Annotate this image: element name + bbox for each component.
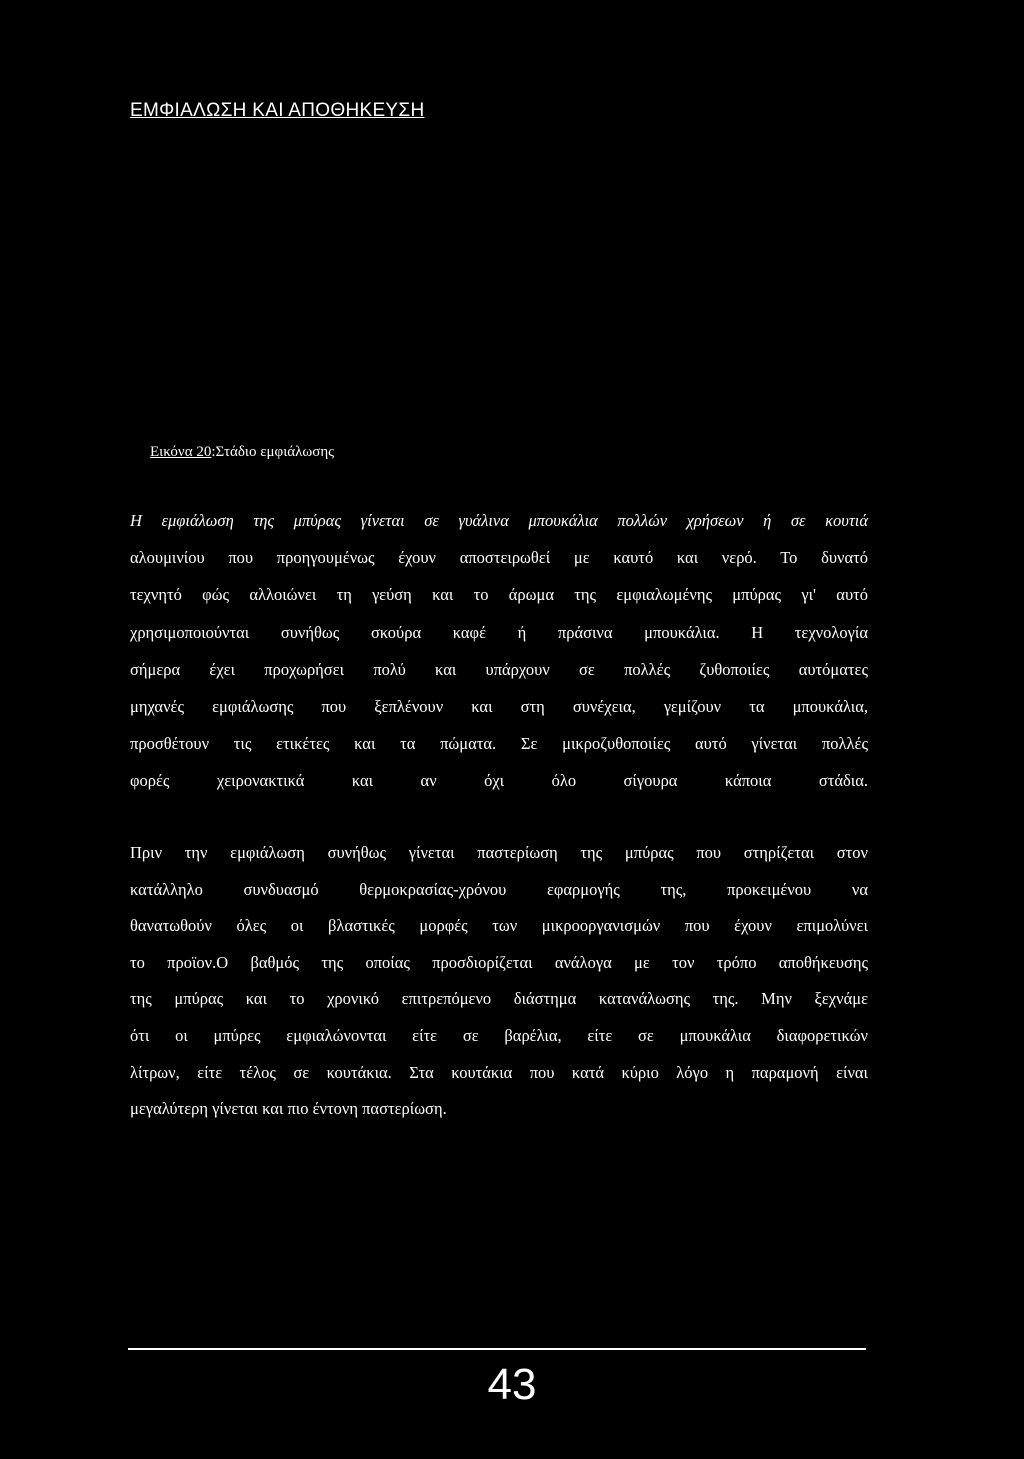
paragraph-line: κατάλληλο συνδυασμό θερμοκρασίας-χρόνου εφαρμογής της, προκειμένου να bbox=[130, 879, 868, 899]
paragraph-line: τεχνητό φώς αλλοιώνει τη γεύση και το άρωμα της εμφιαλωμένης μπύρας γι' αυτό bbox=[130, 585, 868, 605]
paragraph-line: θανατωθούν όλες οι βλαστικές μορφές των μικροοργανισμών που έχουν επιμολύνει bbox=[130, 916, 868, 936]
footer-divider bbox=[128, 1348, 866, 1350]
paragraph-line: χρησιμοποιούνται συνήθως σκούρα καφέ ή πράσινα μπουκάλια. Η τεχνολογία bbox=[130, 622, 868, 642]
figure-caption-label: Εικόνα 20 bbox=[150, 444, 212, 460]
paragraph-line: αλουμινίου που προηγουμένως έχουν αποστειρωθεί με καυτό και νερό. Το δυνατό bbox=[130, 548, 868, 568]
paragraph-line: προσθέτουν τις ετικέτες και τα πώματα. Σε μικροζυθοποιίες αυτό γίνεται πολλές bbox=[130, 734, 868, 754]
paragraph-line: φορές χειρονακτικά και αν όχι όλο σίγουρα κάποια στάδια. bbox=[130, 771, 868, 791]
paragraph-line: Η εμφιάλωση της μπύρας γίνεται σε γυάλινα μπουκάλια πολλών χρήσεων ή σε κουτιά bbox=[130, 511, 868, 530]
paragraph-line: το προϊον.Ο βαθμός της οποίας προσδιορίζεται ανάλογα με τον τρόπο αποθήκευσης bbox=[130, 952, 868, 972]
paragraph-line: ότι οι μπύρες εμφιαλώνονται είτε σε βαρέλια, είτε σε μπουκάλια διαφορετικών bbox=[130, 1025, 868, 1045]
paragraph-line: μεγαλύτερη γίνεται και πιο έντονη παστερίωση. bbox=[130, 1099, 447, 1119]
paragraph-line: λίτρων, είτε τέλος σε κουτάκια. Στα κουτάκια που κατά κύριο λόγο η παραμονή είναι bbox=[130, 1062, 868, 1082]
paragraph-line: μηχανές εμφιάλωσης που ξεπλένουν και στη συνέχεια, γεμίζουν τα μπουκάλια, bbox=[130, 697, 868, 717]
paragraph-line: Πριν την εμφιάλωση συνήθως γίνεται παστερίωση της μπύρας που στηρίζεται στον bbox=[130, 843, 868, 862]
paragraph-line: σήμερα έχει προχωρήσει πολύ και υπάρχουν σε πολλές ζυθοποιίες αυτόματες bbox=[130, 659, 868, 679]
page-number: 43 bbox=[487, 1360, 537, 1409]
section-heading: ΕΜΦΙΑΛΩΣΗ ΚΑΙ ΑΠΟΘΗΚΕΥΣΗ bbox=[130, 100, 425, 121]
figure-caption-text: :Στάδιο εμφιάλωσης bbox=[211, 444, 335, 460]
paragraph-pasteurization bbox=[130, 835, 868, 1128]
paragraph-bottling bbox=[130, 502, 868, 800]
paragraph-line: της μπύρας και το χρονικό επιτρεπόμενο διάστημα κατανάλωσης της. Μην ξεχνάμε bbox=[130, 989, 868, 1009]
figure-caption bbox=[150, 444, 334, 461]
